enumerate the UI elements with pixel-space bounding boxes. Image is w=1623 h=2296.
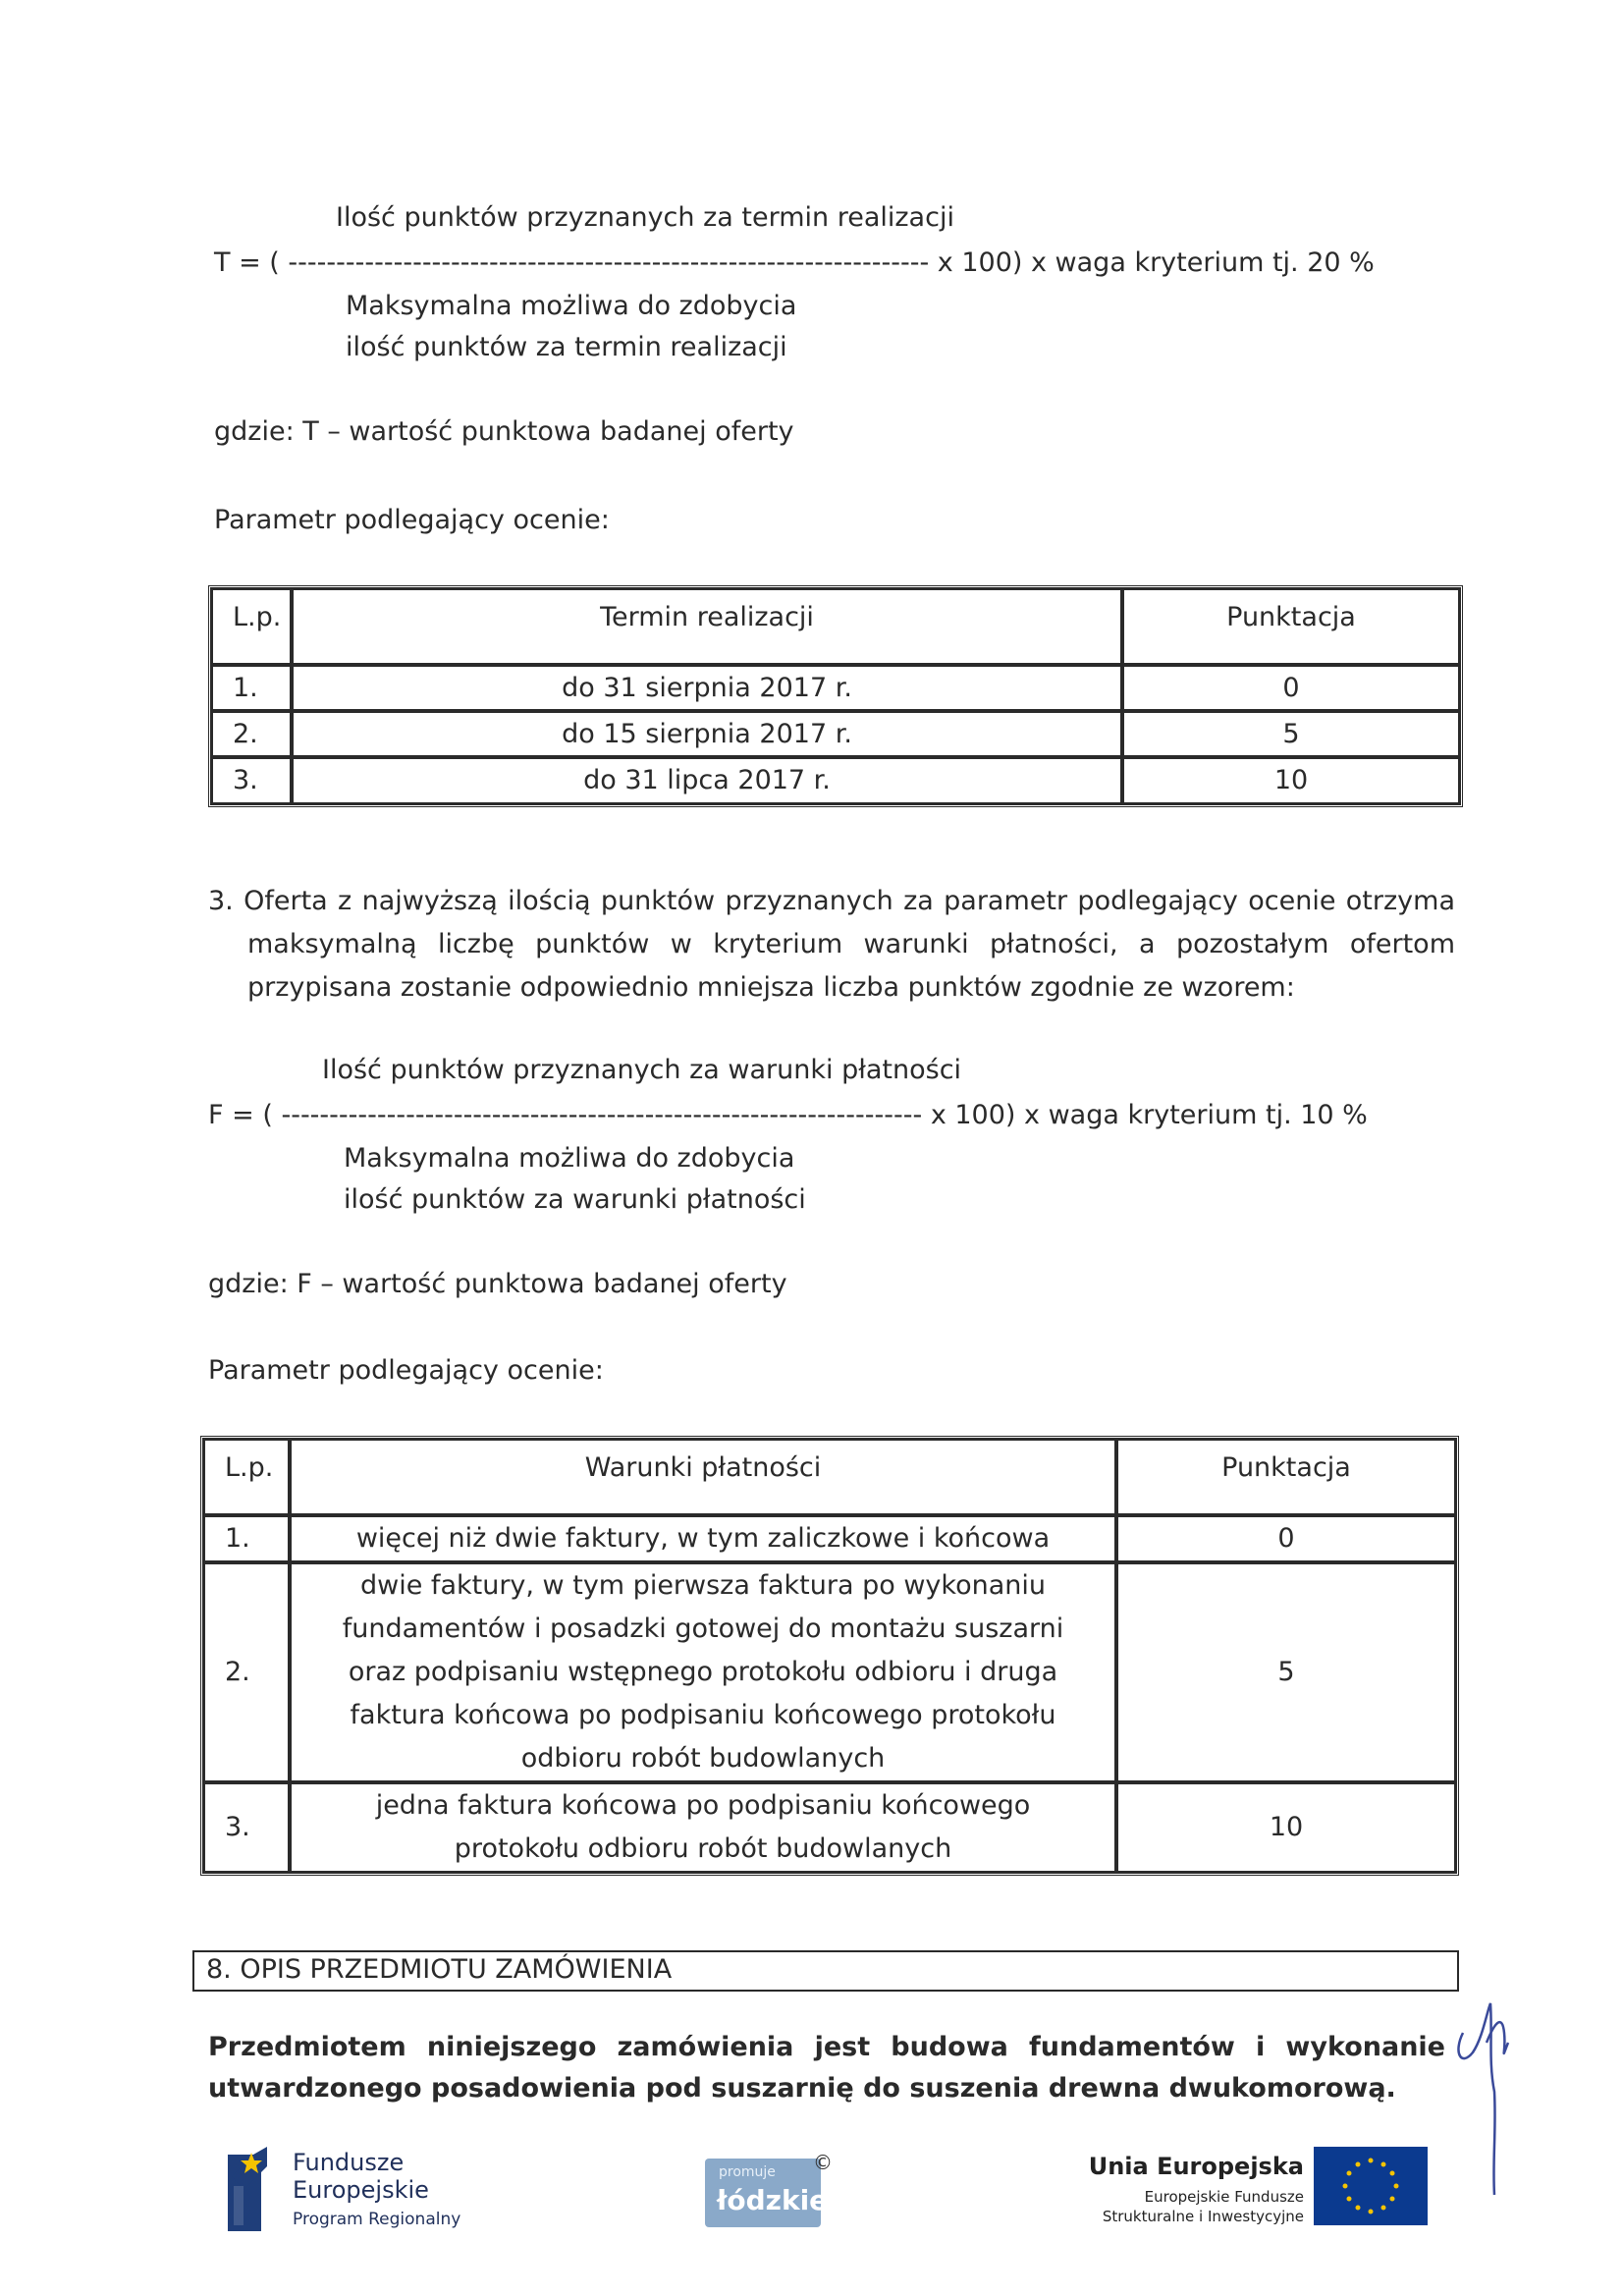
formula-t-suffix: x 100) x waga kryterium tj. 20 % (937, 247, 1375, 278)
table-row (211, 711, 1460, 757)
table-termin (208, 585, 1463, 807)
table-row (211, 665, 1460, 711)
table-cell-termin: do 15 sierpnia 2017 r. (292, 711, 1122, 757)
table-termin-header-lp: L.p. (211, 588, 292, 665)
table-warunki-header-warunki: Warunki płatności (290, 1439, 1116, 1515)
formula-t-denominator-1: Maksymalna możliwa do zdobycia (346, 291, 797, 321)
table-cell-warunki: więcej niż dwie faktury, w tym zaliczkowe i końcowa (290, 1515, 1116, 1562)
fe-title-2: Europejskie (293, 2176, 429, 2204)
table-cell-punktacja: 5 (1122, 711, 1460, 757)
fe-subtitle: Program Regionalny (293, 2210, 461, 2229)
table-row (211, 757, 1460, 803)
eu-sub-1: Europejskie Fundusze (1144, 2188, 1304, 2206)
formula-f-numerator: Ilość punktów przyznanych za warunki płatności (322, 1055, 962, 1085)
table-cell-lp: 3. (211, 757, 292, 803)
table-cell-lp: 3. (203, 1782, 290, 1873)
point-3-paragraph (208, 880, 1455, 1010)
table-cell-lp: 1. (211, 665, 292, 711)
table-warunki-header-punktacja: Punktacja (1116, 1439, 1456, 1515)
formula-t-numerator: Ilość punktów przyznanych za termin realizacji (336, 202, 954, 233)
formula-t-param-label: Parametr podlegający ocenie: (214, 505, 610, 535)
fe-title-1: Fundusze (293, 2149, 405, 2176)
section-8-paragraph: Przedmiotem niniejszego zamówienia jest budowa fundamentów i wykonanie utwardzonego posadowienia pod suszarnię do suszenia drewna dwukomorową. (208, 2032, 1445, 2104)
fe-flag-icon (224, 2147, 275, 2235)
formula-f-prefix: F = ( (208, 1100, 273, 1130)
table-cell-lp: 2. (203, 1562, 290, 1782)
table-cell-termin: do 31 lipca 2017 r. (292, 757, 1122, 803)
lodzkie-name: łódzkie (717, 2184, 829, 2216)
copyright-mark: © (813, 2151, 833, 2174)
formula-f-line (208, 1100, 1368, 1130)
section-8-heading-box (192, 1950, 1459, 1992)
table-cell-punktacja: 5 (1116, 1562, 1456, 1782)
formula-f-denominator-1: Maksymalna możliwa do zdobycia (344, 1143, 795, 1174)
section-8-heading: 8. OPIS PRZEDMIOTU ZAMÓWIENIA (206, 1954, 673, 1985)
table-cell-punktacja: 0 (1122, 665, 1460, 711)
formula-f-param-label: Parametr podlegający ocenie: (208, 1355, 604, 1386)
formula-t-denominator-2: ilość punktów za termin realizacji (346, 332, 787, 362)
formula-t-dashes: ------------------------------------------------------------------- (288, 247, 930, 278)
table-warunki (200, 1436, 1459, 1876)
table-termin-header-row (211, 588, 1460, 665)
eu-sub-2: Strukturalne i Inwestycyjne (1102, 2208, 1304, 2225)
table-row (203, 1562, 1456, 1782)
formula-t-prefix: T = ( (214, 247, 280, 278)
table-cell-punktacja: 0 (1116, 1515, 1456, 1562)
table-cell-termin: do 31 sierpnia 2017 r. (292, 665, 1122, 711)
formula-f-where: gdzie: F – wartość punktowa badanej oferty (208, 1269, 787, 1299)
formula-t-line (214, 247, 1375, 278)
table-cell-punktacja: 10 (1122, 757, 1460, 803)
table-row (203, 1515, 1456, 1562)
point-3-text: 3. Oferta z najwyższą ilością punktów przyznanych za parametr podlegający ocenie otrzyma maksymalną liczbę punktów w kryterium warunki płatności, a pozostałym ofertom przypisana zostanie odpowiednio mniejsza liczba punktów zgodnie ze wzorem: (208, 886, 1455, 1003)
formula-f-denominator-2: ilość punktów za warunki płatności (344, 1184, 806, 1215)
table-termin-header-termin: Termin realizacji (292, 588, 1122, 665)
table-warunki-header-row (203, 1439, 1456, 1515)
table-cell-punktacja: 10 (1116, 1782, 1456, 1873)
table-cell-warunki: dwie faktury, w tym pierwsza faktura po wykonaniu fundamentów i posadzki gotowej do montażu suszarni oraz podpisaniu wstępnego protokołu odbioru i druga faktura końcowa po podpisaniu końcowego protokołu odbioru robót budowlanych (290, 1562, 1116, 1782)
lodzkie-top: promuje (719, 2164, 776, 2180)
formula-f-suffix: x 100) x waga kryterium tj. 10 % (930, 1100, 1368, 1130)
table-cell-lp: 1. (203, 1515, 290, 1562)
formula-t-where: gdzie: T – wartość punktowa badanej oferty (214, 416, 794, 447)
table-row (203, 1782, 1456, 1873)
table-cell-warunki: jedna faktura końcowa po podpisaniu końcowego protokołu odbioru robót budowlanych (290, 1782, 1116, 1873)
formula-f-dashes: ------------------------------------------------------------------- (281, 1100, 923, 1130)
fundusze-europejskie-logo (224, 2141, 479, 2259)
table-cell-lp: 2. (211, 711, 292, 757)
eu-title: Unia Europejska (1088, 2153, 1304, 2180)
lodzkie-logo (705, 2151, 839, 2249)
eu-flag-icon (1314, 2147, 1428, 2225)
unia-europejska-logo (1078, 2147, 1432, 2255)
table-termin-header-punktacja: Punktacja (1122, 588, 1460, 665)
signature-mark (1443, 1974, 1522, 2200)
table-warunki-header-lp: L.p. (203, 1439, 290, 1515)
